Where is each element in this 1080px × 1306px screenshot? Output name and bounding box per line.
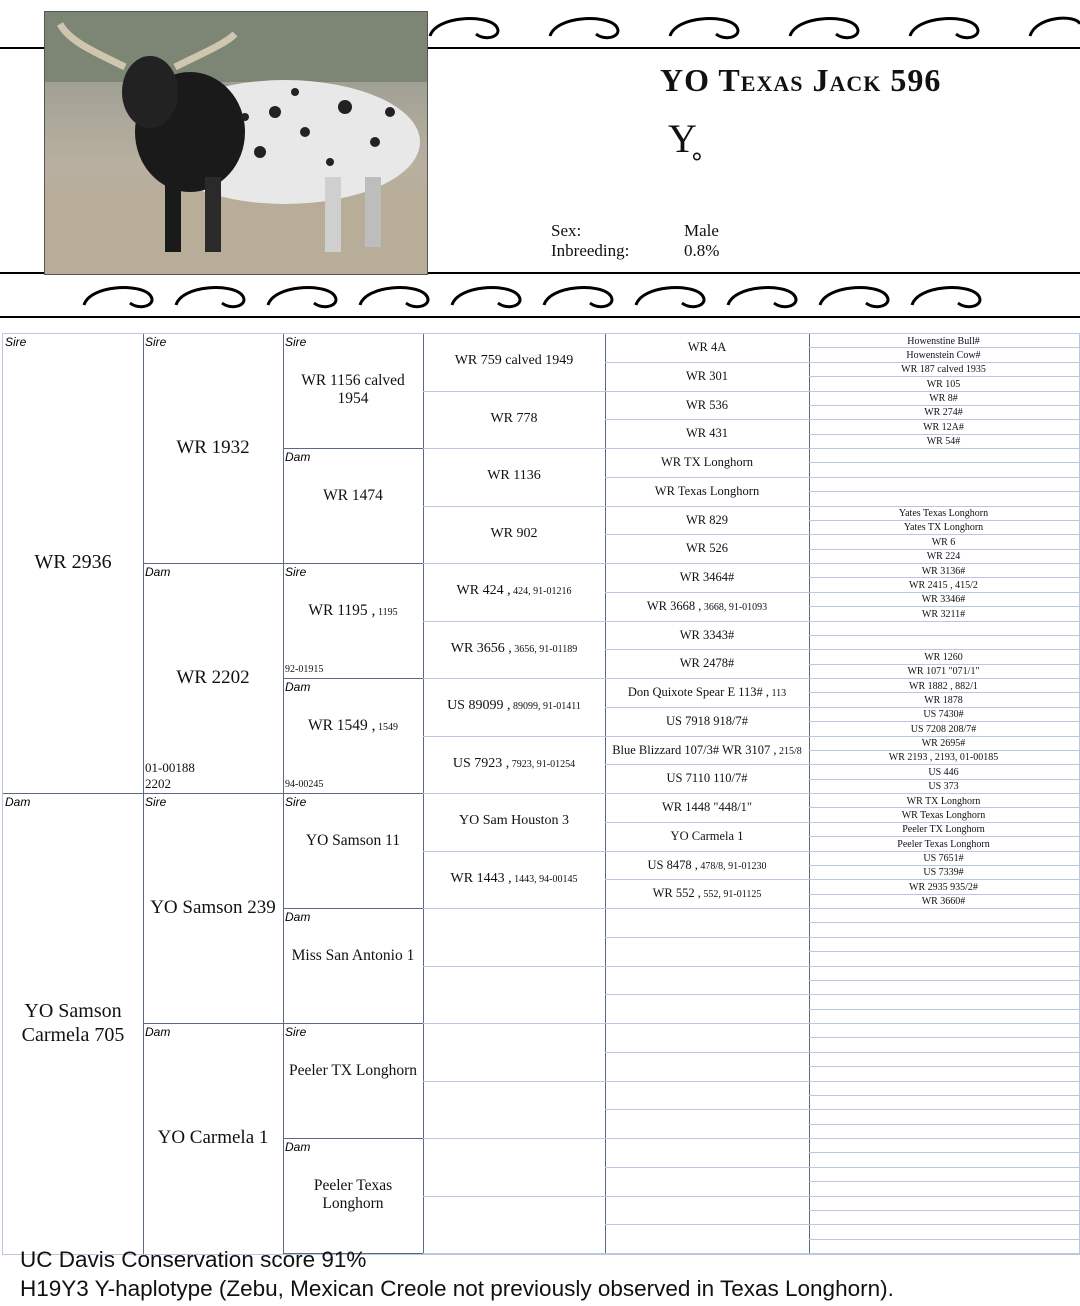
row-divider xyxy=(605,678,809,679)
gen5-name xyxy=(605,628,809,643)
gen6-name: WR 2415 , 415/2 xyxy=(909,579,978,591)
ancestor-name: WR 1156 calved 1954 xyxy=(301,372,405,407)
column-divider xyxy=(283,334,284,1254)
row-divider xyxy=(605,764,809,765)
gen3-name xyxy=(285,372,421,408)
gen6-name: WR 6 xyxy=(931,536,956,548)
row-divider xyxy=(605,448,809,449)
gen3-dam-tag: Dam xyxy=(285,450,311,464)
row-divider xyxy=(809,635,1079,636)
gen3-dam-tag: Dam xyxy=(285,680,311,694)
row-divider xyxy=(283,563,423,564)
row-divider xyxy=(809,1081,1079,1082)
row-divider xyxy=(809,908,1079,909)
row-divider xyxy=(809,1095,1079,1096)
gen4-name xyxy=(423,756,605,772)
row-divider xyxy=(809,1009,1079,1010)
gen2-ds-tag: Sire xyxy=(145,795,167,809)
ancestor-name: WR 759 calved 1949 xyxy=(454,353,574,368)
gen6-name: WR 54# xyxy=(926,436,961,448)
ancestor-name: WR 526 xyxy=(685,541,728,556)
row-divider xyxy=(423,678,605,679)
gen3-name xyxy=(285,487,421,505)
row-divider xyxy=(143,563,283,564)
row-divider xyxy=(809,1052,1079,1053)
row-divider xyxy=(605,994,809,995)
gen6-name: WR 3660# xyxy=(921,896,966,908)
row-divider xyxy=(809,621,1079,622)
row-divider xyxy=(809,1138,1079,1139)
row-divider xyxy=(605,1023,809,1024)
gen2-dd-name: YO Carmela 1 xyxy=(157,1127,269,1148)
ancestor-registration: 215/8 xyxy=(776,745,802,757)
ancestor-name: WR 1443 , xyxy=(450,870,512,886)
ancestor-registration: 7923, 91-01254 xyxy=(509,758,576,770)
ancestor-name: WR 552 , xyxy=(652,886,701,901)
ancestor-registration: 1195 xyxy=(375,607,398,618)
gen3-name xyxy=(285,602,421,620)
ancestor-name: WR 1136 xyxy=(487,468,541,483)
row-divider xyxy=(605,1109,809,1110)
gen4-name xyxy=(423,411,605,427)
gen6-name: WR 105 xyxy=(926,378,961,390)
ancestor-name: WR 829 xyxy=(685,512,728,527)
row-divider xyxy=(605,879,809,880)
row-divider xyxy=(3,793,143,794)
row-divider xyxy=(809,1037,1079,1038)
column-divider xyxy=(143,334,144,1254)
gen4-name xyxy=(423,468,605,484)
gen6-name: WR 1878 xyxy=(924,694,963,706)
brand-symbol: Y̥ xyxy=(668,116,697,161)
gen5-name xyxy=(605,426,809,441)
row-divider xyxy=(605,966,809,967)
gen6-name: Peeler TX Longhorn xyxy=(902,824,985,836)
ancestor-name: US 7923 , xyxy=(452,755,510,771)
gen3-name xyxy=(285,832,421,850)
gen3-name xyxy=(285,717,421,735)
gen6-name: WR 1260 xyxy=(924,651,963,663)
gen6-name: WR 3136# xyxy=(921,565,966,577)
ancestor-name: WR 1195 , xyxy=(308,602,376,619)
ancestor-name: WR 431 xyxy=(685,426,728,441)
ancestor-registration: 1549 xyxy=(375,722,399,733)
row-divider xyxy=(143,1023,283,1024)
row-divider xyxy=(423,563,605,564)
row-divider xyxy=(423,391,605,392)
gen5-name xyxy=(605,513,809,528)
gen5-name xyxy=(605,743,809,758)
gen5-name xyxy=(605,685,809,700)
gen6-name: US 7339# xyxy=(923,867,964,879)
gen2-sd-reg1: 01-00188 xyxy=(145,760,195,775)
row-divider xyxy=(605,362,809,363)
row-divider xyxy=(605,419,809,420)
gen4-name xyxy=(423,583,605,599)
gen6-name: US 7208 208/7# xyxy=(910,723,977,735)
gen6-name: US 7430# xyxy=(923,709,964,721)
gen3-sire-tag: Sire xyxy=(285,565,307,579)
row-divider xyxy=(283,793,423,794)
sex-value: Male xyxy=(684,221,719,240)
ancestor-name: US 89099 , xyxy=(447,698,511,713)
row-divider xyxy=(423,1023,605,1024)
footer-conservation-score: UC Davis Conservation score 91% xyxy=(20,1247,367,1272)
gen6-name: WR 1882 , 882/1 xyxy=(909,680,978,692)
gen6-name: WR 12A# xyxy=(923,421,964,433)
ancestor-registration: 3668, 91-01093 xyxy=(701,601,768,613)
gen6-name: WR 2193 , 2193, 01-00185 xyxy=(888,752,999,764)
ancestor-name: WR 778 xyxy=(490,410,538,426)
row-divider xyxy=(283,448,423,449)
row-divider xyxy=(605,707,809,708)
ancestor-registration: 478/8, 91-01230 xyxy=(697,860,767,872)
ancestor-name: WR 902 xyxy=(490,525,538,541)
gen1-sire-name: WR 2936 xyxy=(34,551,112,573)
gen6-name: US 373 xyxy=(928,781,959,793)
gen6-name: WR 8# xyxy=(929,393,958,404)
gen5-name xyxy=(605,858,809,873)
gen2-ss-tag: Sire xyxy=(145,335,167,349)
gen4-name xyxy=(423,353,605,369)
row-divider xyxy=(809,1109,1079,1110)
ancestor-registration: 113 xyxy=(769,688,787,699)
ancestor-name: WR 3464# xyxy=(679,570,735,584)
gen6-name: Yates Texas Longhorn xyxy=(898,508,989,519)
ancestor-name: WR 536 xyxy=(685,397,728,412)
gen6-name: WR Texas Longhorn xyxy=(901,809,986,821)
gen4-name xyxy=(423,698,605,714)
row-divider xyxy=(809,448,1079,449)
ancestor-registration: 1443, 94-00145 xyxy=(511,873,578,885)
bull-illustration xyxy=(45,12,427,274)
row-divider xyxy=(605,592,809,593)
row-divider xyxy=(809,491,1079,492)
row-divider xyxy=(283,678,423,679)
ancestor-name: Blue Blizzard 107/3# WR 3107 , xyxy=(612,742,777,757)
row-divider xyxy=(423,1253,605,1254)
row-divider xyxy=(809,1066,1079,1067)
ancestor-name: WR 2478# xyxy=(679,656,735,671)
row-divider xyxy=(605,1138,809,1139)
row-divider xyxy=(605,534,809,535)
row-divider xyxy=(809,1224,1079,1225)
inbreeding-label: Inbreeding: xyxy=(551,241,630,260)
ancestor-name: WR 3343# xyxy=(679,627,735,642)
row-divider xyxy=(809,477,1079,478)
bull-photo xyxy=(44,11,428,275)
row-divider xyxy=(283,1023,423,1024)
gen6-name: Howenstein Cow# xyxy=(906,349,981,361)
ancestor-registration: 3656, 91-01189 xyxy=(511,643,578,655)
gen5-name xyxy=(605,455,809,470)
ancestor-name: Peeler TX Longhorn xyxy=(289,1062,417,1079)
gen6-name: WR 3211# xyxy=(921,608,966,620)
gen6-name: Howenstine Bull# xyxy=(907,335,980,347)
inbreeding-value: 0.8% xyxy=(684,241,720,260)
gen4-name xyxy=(423,813,605,829)
gen2-ds-name: YO Samson 239 xyxy=(150,897,276,918)
gen5-name xyxy=(605,886,809,901)
gen4-name xyxy=(423,871,605,887)
row-divider xyxy=(605,1052,809,1053)
gen5-name xyxy=(605,829,809,844)
ancestor-name: US 7110 110/7# xyxy=(666,771,748,786)
row-divider xyxy=(605,908,809,909)
ancestor-name: WR 1448 "448/1" xyxy=(661,800,753,814)
row-divider xyxy=(809,1167,1079,1168)
row-divider xyxy=(605,851,809,852)
gen2-dd-tag: Dam xyxy=(145,1025,171,1039)
ancestor-name: YO Sam Houston 3 xyxy=(458,813,570,828)
gen6-name: WR 2695# xyxy=(921,738,966,749)
row-divider xyxy=(605,822,809,823)
gen3-sire-tag: Sire xyxy=(285,1025,307,1039)
row-divider xyxy=(809,1210,1079,1211)
sex-label: Sex: xyxy=(551,221,582,240)
row-divider xyxy=(423,908,605,909)
animal-name: YO Texas Jack 596 xyxy=(660,62,942,98)
row-divider xyxy=(809,1124,1079,1125)
gen5-name xyxy=(605,570,809,585)
ancestor-registration: 89099, 91-01411 xyxy=(510,701,581,712)
row-divider xyxy=(809,922,1079,923)
row-divider xyxy=(605,649,809,650)
gen5-name xyxy=(605,541,809,556)
row-divider xyxy=(809,1181,1079,1182)
scroll-ornament-bottom xyxy=(80,279,1000,315)
gen6-name: Peeler Texas Longhorn xyxy=(897,838,990,850)
gen3-dam-tag: Dam xyxy=(285,910,311,924)
gen3-dam-tag: Dam xyxy=(285,1140,311,1154)
gen6-name: WR 224 xyxy=(926,551,961,563)
gen6-name: WR 3346# xyxy=(921,594,966,606)
gen1-sire-tag: Sire xyxy=(5,335,27,349)
row-divider xyxy=(809,966,1079,967)
gen5-name xyxy=(605,369,809,384)
row-divider xyxy=(605,506,809,507)
gen5-name xyxy=(605,800,809,815)
ancestor-name: WR Texas Longhorn xyxy=(654,483,760,498)
gen5-name xyxy=(605,714,809,729)
row-divider xyxy=(283,1138,423,1139)
row-divider xyxy=(809,1239,1079,1240)
gen2-sd-name: WR 2202 xyxy=(176,667,250,688)
scroll-ornament-top xyxy=(426,10,1080,46)
row-divider xyxy=(809,937,1079,938)
row-divider xyxy=(423,1081,605,1082)
gen3-sire-tag: Sire xyxy=(285,335,307,349)
ancestor-name: Peeler Texas Longhorn xyxy=(313,1177,393,1212)
gen5-name xyxy=(605,599,809,614)
row-divider xyxy=(423,1196,605,1197)
header-bottom-rule xyxy=(0,316,1080,318)
column-divider xyxy=(605,334,606,1254)
gen6-name: US 7651# xyxy=(923,853,964,864)
ancestor-registration: 552, 91-01125 xyxy=(700,889,762,901)
row-divider xyxy=(809,1152,1079,1153)
ancestor-registration: 424, 91-01216 xyxy=(510,586,572,597)
row-divider xyxy=(809,994,1079,995)
row-divider xyxy=(605,477,809,478)
row-divider xyxy=(809,462,1079,463)
gen3-sire-tag: Sire xyxy=(285,795,307,809)
gen6-name: WR 274# xyxy=(924,407,963,419)
row-divider xyxy=(605,1224,809,1225)
row-divider xyxy=(809,980,1079,981)
gen5-name xyxy=(605,771,809,786)
gen2-sd-tag: Dam xyxy=(145,565,171,579)
row-divider xyxy=(809,1253,1079,1254)
row-divider xyxy=(605,1167,809,1168)
ancestor-name: WR 1549 , xyxy=(307,717,376,734)
row-divider xyxy=(605,793,809,794)
row-divider xyxy=(423,621,605,622)
ancestor-name: Miss San Antonio 1 xyxy=(291,947,415,964)
gen6-name: Yates TX Longhorn xyxy=(903,522,984,534)
gen3-name xyxy=(285,1062,421,1080)
gen5-name xyxy=(605,340,809,355)
gen3-name xyxy=(285,1177,421,1213)
gen1-dam-name-line1: YO Samson xyxy=(24,1000,122,1022)
gen6-name: US 446 xyxy=(928,766,959,778)
gen6-name: WR 1071 "071/1" xyxy=(907,666,980,678)
gen3-name xyxy=(285,947,421,965)
row-divider xyxy=(605,1253,809,1254)
row-divider xyxy=(809,1023,1079,1024)
row-divider xyxy=(809,951,1079,952)
row-divider xyxy=(605,563,809,564)
row-divider xyxy=(143,793,283,794)
row-divider xyxy=(809,1196,1079,1197)
row-divider xyxy=(605,1081,809,1082)
ancestor-name: Don Quixote Spear E 113# , xyxy=(627,685,770,699)
ancestor-name: YO Carmela 1 xyxy=(670,828,744,843)
row-divider xyxy=(423,793,605,794)
row-divider xyxy=(423,736,605,737)
gen3-reg: 92-01915 xyxy=(285,664,324,675)
ancestor-name: WR 4A xyxy=(687,340,727,354)
row-divider xyxy=(423,448,605,449)
gen4-name xyxy=(423,641,605,657)
ancestor-name: WR 424 , xyxy=(456,583,511,598)
row-divider xyxy=(423,1138,605,1139)
row-divider xyxy=(605,937,809,938)
ancestor-name: YO Samson 11 xyxy=(305,832,401,849)
pedigree-grid xyxy=(2,333,1080,1255)
ancestor-name: WR 3668 , xyxy=(646,598,702,613)
row-divider xyxy=(605,736,809,737)
row-divider xyxy=(605,1196,809,1197)
gen1-dam-name-line2: Carmela 705 xyxy=(21,1024,125,1046)
ancestor-name: US 7918 918/7# xyxy=(666,713,748,728)
gen4-name xyxy=(423,526,605,542)
gen6-name: WR 2935 935/2# xyxy=(909,881,978,893)
gen2-ss-name: WR 1932 xyxy=(176,437,250,458)
gen6-name: WR TX Longhorn xyxy=(906,795,981,807)
gen2-sd-reg2: 2202 xyxy=(145,776,171,791)
row-divider xyxy=(605,391,809,392)
ancestor-name: WR 301 xyxy=(685,368,728,383)
gen5-name xyxy=(605,656,809,671)
row-divider xyxy=(423,851,605,852)
row-divider xyxy=(423,506,605,507)
ancestor-name: US 8478 , xyxy=(647,857,698,872)
gen5-name xyxy=(605,398,809,413)
row-divider xyxy=(283,908,423,909)
footer-haplotype-note: H19Y3 Y-haplotype (Zebu, Mexican Creole not previously observed in Texas Longhorn). xyxy=(20,1276,894,1301)
gen3-reg: 94-00245 xyxy=(285,779,324,790)
gen6-name: WR 187 calved 1935 xyxy=(901,364,986,376)
ancestor-name: WR TX Longhorn xyxy=(660,455,754,469)
ancestor-name: WR 3656 , xyxy=(450,640,512,656)
row-divider xyxy=(605,621,809,622)
row-divider xyxy=(423,966,605,967)
ancestor-name: WR 1474 xyxy=(323,487,383,504)
gen5-name xyxy=(605,484,809,499)
gen1-dam-tag: Dam xyxy=(5,795,31,809)
